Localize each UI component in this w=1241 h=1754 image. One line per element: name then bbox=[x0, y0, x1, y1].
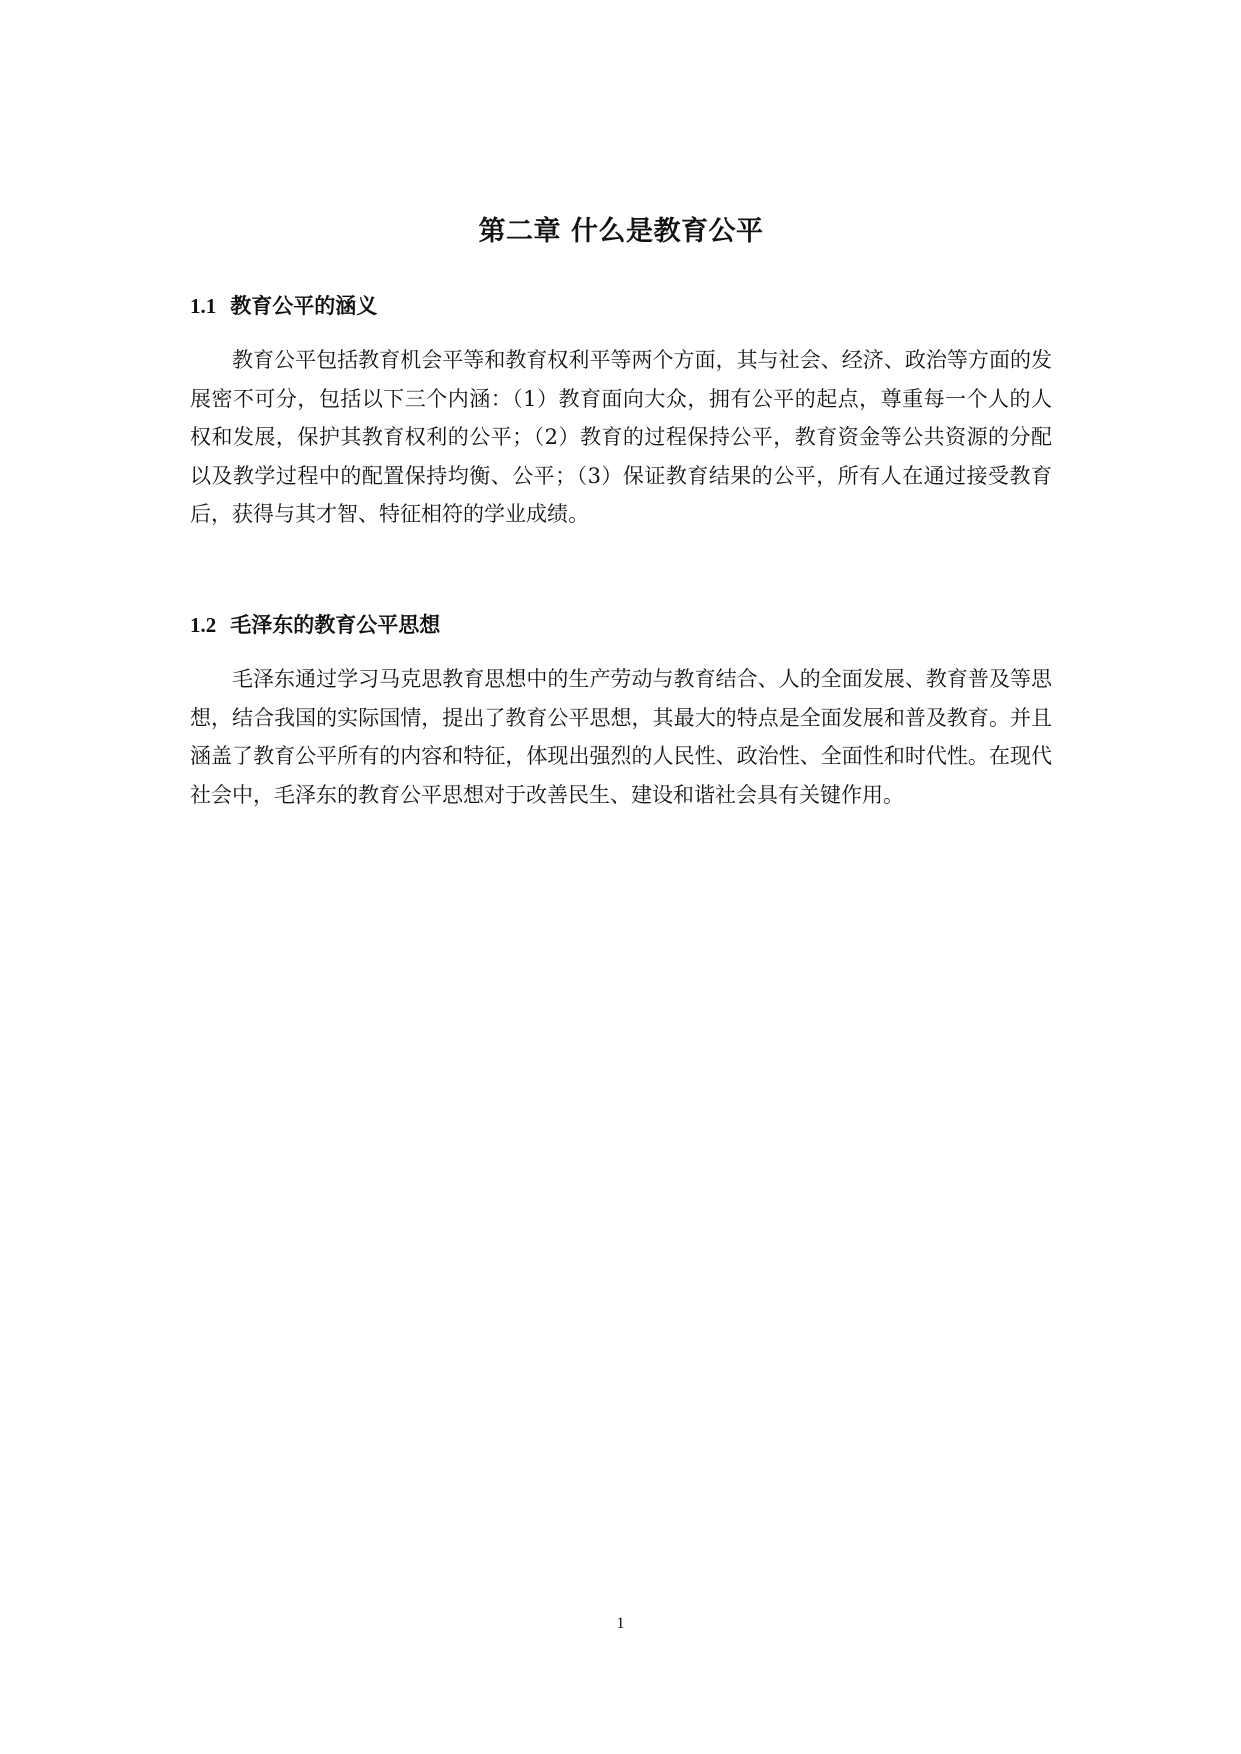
section-number: 1.2 bbox=[190, 613, 217, 637]
section-heading-1-1 bbox=[190, 291, 1052, 321]
page-number: 1 bbox=[616, 1615, 625, 1632]
section-title: 毛泽东的教育公平思想 bbox=[230, 612, 441, 637]
section-number: 1.1 bbox=[190, 294, 217, 318]
section-heading-1-2 bbox=[190, 610, 1052, 640]
section-title: 教育公平的涵义 bbox=[230, 293, 378, 318]
chapter-title: 第二章 什么是教育公平 bbox=[478, 216, 764, 247]
section-paragraph-1-1: 教育公平包括教育机会平等和教育权利平等两个方面，其与社会、经济、政治等方面的发展密不可分，包括以下三个内涵：（1）教育面向大众，拥有公平的起点，尊重每一个人的人权和发展，保护其教育权利的公平；（2）教育的过程保持公平，教育资金等公共资源的分配以及教学过程中的配置保持均衡、公平；（3）保证教育结果的公平，所有人在通过接受教育后，获得与其才智、特征相符的学业成绩。 bbox=[190, 348, 1052, 527]
section-paragraph-1-2: 毛泽东通过学习马克思教育思想中的生产劳动与教育结合、人的全面发展、教育普及等思想，结合我国的实际国情，提出了教育公平思想，其最大的特点是全面发展和普及教育。并且涵盖了教育公平所有的内容和特征，体现出强烈的人民性、政治性、全面性和时代性。在现代社会中，毛泽东的教育公平思想对于改善民生、建设和谐社会具有关键作用。 bbox=[190, 667, 1052, 807]
